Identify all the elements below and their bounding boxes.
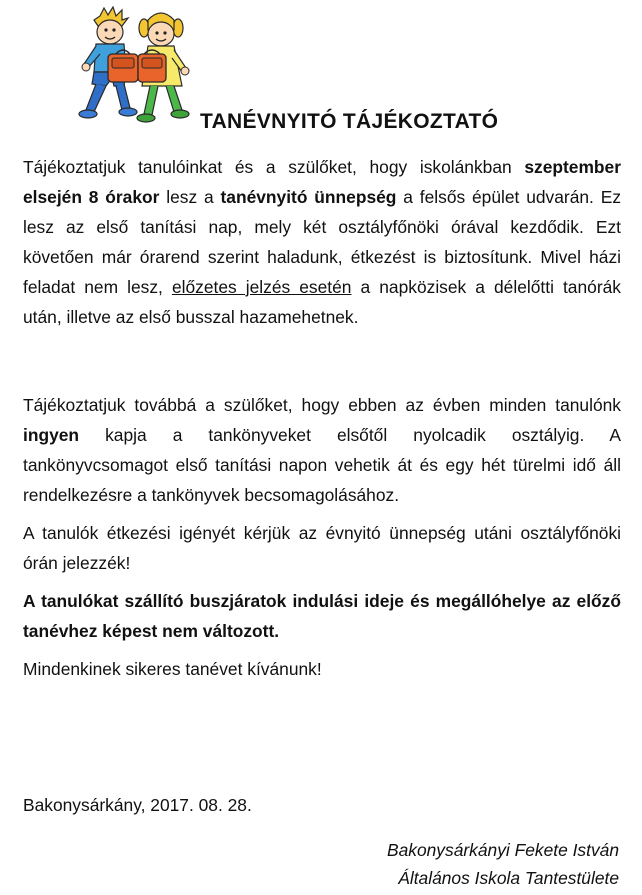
p2-free: ingyen xyxy=(23,425,80,445)
p1-date-time: szeptember elsején 8 órakor xyxy=(23,157,621,207)
paragraph-wishes: Mindenkinek sikeres tanévet kívánunk! xyxy=(23,659,322,679)
paragraph-opening-ceremony xyxy=(23,152,621,332)
place-and-date: Bakonysárkány, 2017. 08. 28. xyxy=(23,795,252,815)
p2-text-c: kapja a tankönyveket elsőtől nyolcadik osztályig. A tankönyvcsomagot első tanítási napon vehetik át és egy hét türelmi idő áll rendelkezésre a tankönyvek becsomagolásához. xyxy=(23,425,621,505)
paragraph-meals: A tanulók étkezési igényét kérjük az évnyitó ünnepség utáni osztályfőnöki órán jelezzék! xyxy=(23,523,621,573)
page-title: TANÉVNYITÓ TÁJÉKOZTATÓ xyxy=(200,110,499,133)
p1-event-name: tanévnyitó ünnepség xyxy=(220,187,397,207)
p1-text-a: Tájékoztatjuk tanulóinkat és a szülőket, hogy iskolánkban xyxy=(23,157,512,177)
notice-body xyxy=(23,152,621,684)
girl-figure xyxy=(137,13,189,122)
p2-text-a: Tájékoztatjuk továbbá a szülőket, hogy ebben az évben minden tanulónk xyxy=(23,395,621,415)
boy-figure xyxy=(79,7,138,118)
p1-text-g: a napközisek a délelőtti tanórák után, illetve az első busszal hazamehetnek. xyxy=(23,277,621,327)
paragraph-textbooks xyxy=(23,390,621,510)
p1-text-e: a felsős épület udvarán. Ez lesz az első tanítási nap, mely két osztályfőnöki órával kezdődik. Ezt követően már órarend szerint haladunk, étkezést is biztosítunk. Mivel házi feladat nem lesz, xyxy=(23,187,622,297)
signature-line-1: Bakonysárkányi Fekete István xyxy=(387,840,619,860)
signature-line-2: Általános Iskola Tantestülete xyxy=(398,868,619,888)
paragraph-buses: A tanulókat szállító buszjáratok indulási ideje és megállóhelye az előző tanévhez képest nem változott. xyxy=(23,591,621,641)
signature xyxy=(387,836,619,892)
children-with-backpacks-icon xyxy=(78,6,194,128)
p1-text-c: lesz a xyxy=(159,187,221,207)
p1-advance-notice: előzetes jelzés esetén xyxy=(171,277,352,297)
